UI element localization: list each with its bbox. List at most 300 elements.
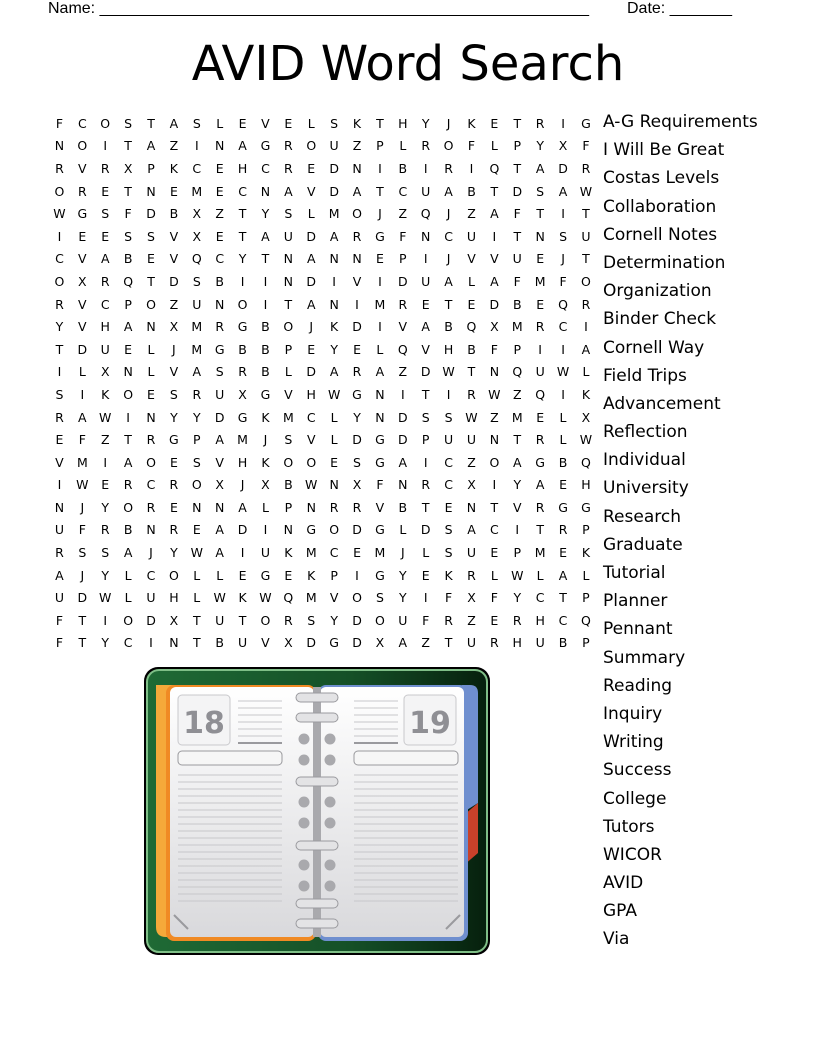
grid-letter: U (329, 138, 339, 154)
grid-letter: O (146, 296, 156, 312)
grid-letter: K (444, 567, 453, 583)
grid-letter: T (78, 612, 87, 628)
grid-letter: G (375, 432, 385, 448)
grid-letter: Q (558, 296, 568, 312)
grid-letter: O (123, 612, 134, 628)
grid-letter: A (444, 273, 453, 289)
grid-letter: S (536, 183, 545, 199)
grid-letter: U (535, 635, 545, 651)
grid-letter: P (513, 341, 522, 357)
word-list-item: Planner (603, 591, 668, 612)
grid-letter: S (101, 206, 110, 222)
grid-letter: W (442, 364, 455, 380)
grid-letter: N (489, 432, 500, 448)
grid-row (48, 406, 597, 429)
grid-letter: K (238, 590, 247, 606)
grid-letter: V (490, 251, 499, 267)
grid-letter: N (146, 319, 156, 335)
grid-letter: F (490, 590, 498, 606)
grid-letter: N (146, 522, 156, 538)
grid-letter: X (192, 206, 202, 222)
grid-letter: L (582, 364, 590, 380)
grid-letter: Z (467, 454, 476, 470)
grid-letter: V (55, 454, 64, 470)
grid-letter: C (444, 454, 453, 470)
grid-letter: F (559, 273, 567, 289)
grid-letter: Q (512, 364, 523, 380)
grid-letter: U (54, 522, 65, 538)
grid-letter: E (353, 341, 361, 357)
grid-letter: X (123, 160, 133, 176)
word-list-item: Cornell Notes (603, 224, 718, 245)
grid-letter: G (329, 635, 339, 651)
grid-letter: Y (238, 251, 247, 267)
grid-letter: E (78, 228, 87, 244)
grid-letter: I (423, 160, 428, 176)
grid-letter: K (307, 567, 316, 583)
grid-letter: I (561, 341, 565, 357)
grid-letter: R (100, 273, 110, 289)
grid-letter: Q (581, 612, 591, 628)
grid-letter: I (584, 319, 588, 335)
grid-letter: A (329, 228, 339, 244)
grid-letter: Q (489, 160, 500, 176)
grid-letter: B (284, 477, 293, 493)
grid-letter: R (467, 386, 476, 402)
grid-letter: R (284, 612, 293, 628)
grid-letter: R (77, 183, 87, 199)
grid-row (48, 315, 597, 338)
grid-letter: D (329, 160, 339, 176)
grid-letter: E (284, 567, 293, 583)
word-list-item: Collaboration (603, 196, 717, 217)
day-planner-icon (142, 665, 492, 957)
grid-letter: K (284, 545, 293, 561)
grid-letter: N (329, 477, 339, 493)
grid-letter: U (260, 545, 271, 561)
grid-letter: Z (467, 612, 476, 628)
grid-letter: T (78, 635, 87, 651)
grid-letter: B (123, 251, 133, 267)
grid-letter: E (284, 115, 293, 131)
grid-letter: I (446, 386, 451, 402)
grid-letter: S (55, 386, 64, 402)
grid-letter: L (147, 341, 155, 357)
grid-letter: B (261, 319, 270, 335)
grid-letter: H (512, 635, 522, 651)
grid-letter: M (534, 273, 546, 289)
grid-letter: S (192, 454, 201, 470)
grid-letter: A (78, 409, 87, 425)
grid-letter: J (400, 545, 405, 561)
grid-letter: E (490, 115, 499, 131)
grid-letter: J (240, 477, 245, 493)
grid-letter: N (352, 160, 362, 176)
grid-letter: C (306, 409, 316, 425)
grid-letter: T (124, 432, 132, 448)
grid-letter: L (422, 545, 430, 561)
grid-letter: M (374, 296, 386, 312)
grid-letter: Y (261, 206, 270, 222)
grid-letter: T (444, 296, 453, 312)
grid-letter: S (444, 522, 453, 538)
grid-letter: N (398, 477, 408, 493)
grid-letter: P (582, 635, 590, 651)
word-list-item: Individual (603, 450, 686, 471)
grid-letter: S (101, 545, 110, 561)
word-list-item: Costas Levels (603, 168, 720, 189)
grid-letter: D (77, 590, 88, 606)
grid-letter: L (490, 138, 498, 154)
grid-letter: G (306, 522, 317, 538)
grid-letter: L (307, 206, 315, 222)
grid-letter: I (80, 386, 85, 402)
grid-letter: V (169, 228, 179, 244)
grid-letter: N (169, 635, 179, 651)
grid-letter: P (421, 432, 430, 448)
word-list-item: Graduate (603, 534, 683, 555)
grid-letter: R (444, 612, 453, 628)
grid-letter: D (397, 409, 408, 425)
grid-letter: N (375, 409, 385, 425)
grid-letter: Y (192, 409, 201, 425)
grid-letter: X (169, 612, 179, 628)
grid-letter: R (329, 499, 339, 515)
word-list-item: Cornell Way (603, 337, 705, 358)
grid-letter: W (53, 206, 66, 222)
grid-letter: S (284, 206, 293, 222)
grid-letter: V (169, 364, 179, 380)
grid-row (48, 451, 597, 474)
grid-letter: P (513, 138, 522, 154)
grid-letter: F (490, 341, 498, 357)
grid-letter: U (466, 635, 477, 651)
grid-letter: A (421, 319, 430, 335)
grid-letter: P (582, 590, 590, 606)
grid-letter: X (352, 477, 362, 493)
grid-letter: I (263, 273, 268, 289)
grid-letter: Y (330, 612, 338, 628)
grid-letter: N (535, 228, 545, 244)
grid-letter: I (561, 206, 565, 222)
grid-letter: T (376, 115, 384, 131)
grid-letter: I (423, 590, 428, 606)
grid-row (48, 564, 597, 587)
grid-letter: N (352, 251, 362, 267)
grid-letter: F (55, 612, 64, 628)
grid-letter: R (284, 138, 293, 154)
grid-letter: C (123, 635, 133, 651)
grid-letter: L (78, 364, 86, 380)
grid-letter: G (260, 386, 271, 402)
grid-letter: T (467, 364, 476, 380)
word-list-item: Reading (603, 675, 673, 696)
grid-letter: E (490, 545, 499, 561)
word-list (603, 110, 758, 956)
grid-letter: A (558, 567, 568, 583)
grid-letter: B (261, 341, 270, 357)
grid-letter: S (307, 612, 316, 628)
grid-letter: A (123, 545, 133, 561)
grid-letter: R (467, 567, 476, 583)
grid-letter: G (375, 567, 385, 583)
grid-letter: D (397, 273, 408, 289)
grid-letter: B (398, 160, 408, 176)
grid-letter: U (535, 364, 545, 380)
grid-letter: N (329, 251, 339, 267)
grid-letter: Y (330, 341, 338, 357)
grid-letter: C (215, 251, 225, 267)
grid-letter: E (169, 499, 178, 515)
grid-letter: H (237, 454, 248, 470)
grid-letter: P (399, 251, 407, 267)
grid-letter: T (513, 115, 522, 131)
grid-letter: V (306, 183, 316, 199)
grid-letter: Q (581, 454, 591, 470)
grid-letter: H (398, 115, 408, 131)
grid-letter: N (215, 499, 225, 515)
grid-letter: D (352, 522, 362, 538)
grid-letter: W (327, 386, 341, 402)
grid-letter: U (581, 228, 591, 244)
grid-letter: I (355, 567, 359, 583)
grid-letter: O (168, 567, 179, 583)
grid-letter: D (237, 522, 248, 538)
grid-letter: I (469, 160, 474, 176)
grid-letter: M (237, 432, 248, 448)
grid-letter: I (515, 522, 520, 538)
grid-letter: S (78, 545, 87, 561)
grid-letter: I (103, 454, 108, 470)
grid-letter: U (466, 228, 477, 244)
grid-letter: Q (420, 206, 431, 222)
grid-letter: I (355, 296, 359, 312)
grid-letter: E (238, 115, 247, 131)
grid-letter: C (192, 160, 202, 176)
grid-letter: C (146, 567, 156, 583)
word-list-item: Advancement (603, 393, 721, 414)
grid-letter: Y (536, 138, 544, 154)
grid-letter: F (513, 273, 521, 289)
grid-letter: N (260, 183, 271, 199)
grid-letter: I (126, 409, 130, 425)
grid-letter: V (78, 160, 87, 176)
grid-letter: G (237, 319, 248, 335)
grid-letter: M (534, 545, 546, 561)
word-list-item: Inquiry (603, 703, 663, 724)
grid-letter: E (192, 522, 201, 538)
grid-letter: Q (191, 251, 202, 267)
grid-letter: D (77, 341, 88, 357)
grid-letter: V (261, 635, 270, 651)
grid-letter: S (192, 115, 201, 131)
grid-letter: D (146, 612, 156, 628)
grid-letter: O (306, 138, 317, 154)
grid-letter: V (215, 454, 224, 470)
grid-letter: C (146, 477, 156, 493)
grid-letter: E (536, 251, 545, 267)
grid-letter: T (421, 386, 430, 402)
grid-letter: L (124, 567, 132, 583)
grid-letter: F (582, 138, 590, 154)
grid-letter: I (378, 273, 382, 289)
grid-letter: E (330, 454, 339, 470)
grid-letter: R (421, 477, 431, 493)
grid-letter: G (77, 206, 88, 222)
grid-letter: U (444, 432, 454, 448)
grid-letter: B (467, 183, 476, 199)
grid-letter: H (581, 477, 591, 493)
grid-letter: L (536, 567, 544, 583)
grid-letter: K (352, 115, 362, 131)
grid-letter: T (284, 296, 293, 312)
grid-letter: B (558, 635, 568, 651)
grid-letter: T (582, 206, 590, 222)
grid-letter: V (467, 251, 476, 267)
grid-letter: K (101, 386, 110, 402)
grid-letter: B (444, 319, 453, 335)
grid-letter: W (488, 386, 501, 402)
grid-letter: F (376, 477, 384, 493)
grid-letter: G (237, 409, 248, 425)
grid-letter: O (489, 454, 500, 470)
grid-letter: R (535, 432, 545, 448)
grid-letter: A (169, 115, 179, 131)
grid-letter: N (421, 228, 431, 244)
grid-letter: D (214, 409, 225, 425)
grid-letter: R (192, 386, 202, 402)
grid-letter: S (124, 115, 133, 131)
grid-letter: B (398, 499, 408, 515)
grid-letter: A (581, 341, 591, 357)
grid-letter: N (146, 183, 156, 199)
grid-letter: I (423, 251, 428, 267)
grid-letter: L (490, 567, 498, 583)
word-list-item: Summary (603, 647, 686, 668)
grid-letter: E (169, 183, 178, 199)
grid-letter: V (78, 296, 87, 312)
grid-letter: H (169, 590, 179, 606)
grid-letter: G (214, 341, 225, 357)
grid-letter: D (352, 319, 362, 335)
grid-letter: R (512, 612, 522, 628)
grid-letter: S (559, 228, 567, 244)
grid-letter: F (513, 206, 521, 222)
grid-letter: E (375, 251, 384, 267)
grid-letter: E (307, 160, 316, 176)
grid-letter: O (581, 273, 591, 289)
grid-letter: J (263, 432, 268, 448)
grid-letter: A (123, 319, 133, 335)
grid-letter: I (149, 635, 153, 651)
grid-letter: R (100, 160, 110, 176)
word-list-item: I Will Be Great (603, 140, 725, 161)
grid-letter: D (306, 273, 317, 289)
grid-letter: P (582, 522, 590, 538)
grid-letter: R (284, 160, 293, 176)
grid-letter: V (512, 499, 522, 515)
grid-row (48, 632, 597, 655)
grid-letter: E (215, 160, 224, 176)
grid-letter: W (465, 409, 478, 425)
grid-letter: M (191, 183, 203, 199)
grid-letter: G (581, 499, 591, 515)
grid-letter: A (490, 273, 499, 289)
grid-letter: X (192, 228, 202, 244)
grid-letter: M (191, 341, 203, 357)
grid-letter: J (446, 206, 451, 222)
grid-letter: R (581, 296, 591, 312)
word-list-item: Organization (603, 281, 712, 302)
grid-letter: E (536, 409, 545, 425)
grid-letter: V (78, 251, 87, 267)
grid-letter: D (420, 364, 431, 380)
grid-letter: G (375, 228, 385, 244)
grid-letter: R (352, 499, 362, 515)
grid-letter: E (559, 477, 567, 493)
grid-letter: L (376, 341, 384, 357)
grid-letter: D (352, 635, 362, 651)
grid-letter: N (489, 364, 500, 380)
grid-letter: I (103, 612, 108, 628)
word-list-item: A-G Requirements (603, 112, 758, 132)
grid-letter: M (511, 319, 523, 335)
grid-letter: U (215, 386, 225, 402)
grid-letter: N (329, 296, 339, 312)
grid-letter: C (261, 160, 270, 176)
grid-letter: W (213, 590, 226, 606)
grid-letter: A (398, 454, 408, 470)
grid-letter: R (558, 522, 568, 538)
grid-letter: B (123, 522, 133, 538)
grid-letter: U (237, 635, 248, 651)
grid-letter: O (352, 206, 362, 222)
grid-letter: L (399, 138, 407, 154)
grid-letter: U (283, 228, 293, 244)
grid-letter: C (55, 251, 64, 267)
grid-letter: E (238, 567, 247, 583)
grid-letter: K (261, 454, 270, 470)
grid-letter: C (490, 522, 499, 538)
grid-letter: Z (421, 635, 430, 651)
grid-letter: T (147, 273, 155, 289)
grid-letter: G (352, 386, 362, 402)
grid-letter: B (169, 206, 179, 222)
grid-letter: T (124, 183, 132, 199)
grid-letter: E (421, 296, 430, 312)
grid-row (48, 496, 597, 519)
grid-letter: N (283, 273, 294, 289)
grid-letter: O (260, 612, 271, 628)
grid-letter: A (306, 251, 316, 267)
grid-letter: D (306, 364, 317, 380)
grid-letter: N (375, 386, 385, 402)
grid-letter: V (306, 432, 316, 448)
grid-letter: L (467, 273, 475, 289)
grid-letter: I (492, 477, 497, 493)
grid-letter: I (57, 364, 62, 380)
grid-letter: V (398, 319, 408, 335)
grid-letter: Y (398, 567, 407, 583)
grid-letter: F (78, 522, 86, 538)
grid-letter: T (238, 206, 247, 222)
grid-letter: R (581, 160, 591, 176)
grid-row (48, 180, 597, 203)
grid-row (48, 270, 597, 293)
grid-letter: L (330, 409, 338, 425)
grid-letter: C (444, 477, 453, 493)
grid-letter: L (284, 364, 292, 380)
